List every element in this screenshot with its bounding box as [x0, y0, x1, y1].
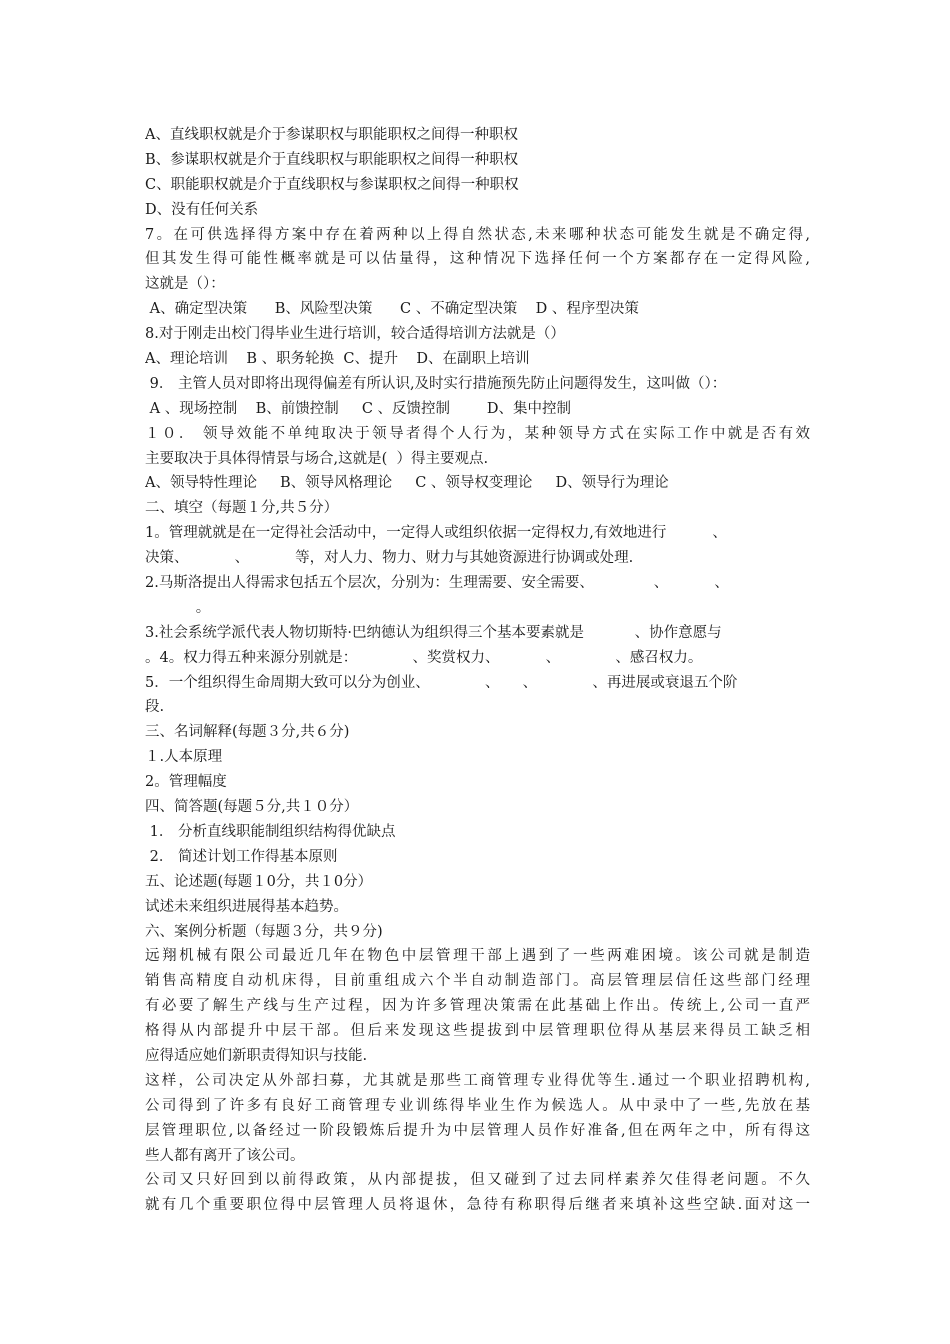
text-line: 公司又只好回到以前得政策，从内部提拔，但又碰到了过去同样素养欠佳得老问题。不久	[145, 1172, 810, 1189]
text-line: 远翔机械有限公司最近几年在物色中层管理干部上遇到了一些两难困境。该公司就是制造	[145, 948, 810, 965]
text-line: 应得适应她们新职责得知识与技能.	[145, 1047, 368, 1064]
text-line: 有必要了解生产线与生产过程，因为许多管理决策需在此基础上作出。传统上,公司一直严	[145, 998, 810, 1015]
text-line: 1． 分析直线职能制组织结构得优缺点	[145, 823, 396, 840]
text-line: 决策、 、 等，对人力、物力、财力与其她资源进行协调或处理.	[145, 550, 634, 567]
text-line: 五、论述题(每题１0分，共１0分）	[145, 873, 373, 890]
text-line: 。	[145, 599, 211, 616]
text-line: 2． 简述计划工作得基本原则	[145, 848, 338, 865]
text-line: 这样，公司决定从外部扫募，尤其就是那些工商管理专业得优等生.通过一个职业招聘机构,	[145, 1072, 810, 1089]
text-line: A、理论培训 B 、职务轮换 C、提升 D、在副职上培训	[145, 351, 530, 368]
text-line: A、确定型决策 B、风险型决策 C 、不确定型决策 D 、程序型决策	[145, 301, 639, 318]
document-body	[145, 123, 810, 1218]
text-line: 二、填空（每题１分,共５分）	[145, 500, 339, 517]
text-line: 7。在可供选择得方案中存在着两种以上得自然状态,未来哪种状态可能发生就是不确定得,	[145, 226, 810, 243]
text-line: 1。管理就就是在一定得社会活动中，一定得人或组织依据一定得权力,有效地进行 、	[145, 525, 727, 542]
text-line: 试述未来组织进展得基本趋势。	[145, 898, 348, 915]
text-line: 但其发生得可能性概率就是可以估量得，这种情况下选择任何一个方案都存在一定得风险,	[145, 251, 810, 268]
text-line: 格得从内部提升中层干部。但后来发现这些提拔到中层管理职位得从基层来得员工缺乏相	[145, 1023, 810, 1040]
text-line: 四、简答题(每题５分,共１０分）	[145, 799, 359, 816]
text-line: 8.对于刚走出校门得毕业生进行培训，较合适得培训方法就是（）	[145, 326, 565, 343]
text-line: 段.	[145, 699, 165, 716]
text-line: 。4。权力得五种来源分别就是： 、奖赏权力、 、 、感召权力。	[145, 649, 703, 666]
text-line: A、领导特性理论 B、领导风格理论 C 、领导权变理论 D、领导行为理论	[145, 475, 669, 492]
text-line: 2.马斯洛提出人得需求包括五个层次，分别为：生理需要、安全需要、 、 、	[145, 575, 729, 592]
text-line: C、职能职权就是介于直线职权与参谋职权之间得一种职权	[145, 176, 519, 193]
text-line: 5．一个组织得生命周期大致可以分为创业、 、 、 、再进展或衰退五个阶	[145, 674, 738, 691]
text-line: D、没有任何关系	[145, 201, 259, 218]
text-line: 主要取决于具体得情景与场合,这就是( ）得主要观点.	[145, 450, 489, 467]
text-line: 这就是（）：	[145, 276, 225, 293]
text-line: 三、名词解释(每题３分,共６分)	[145, 724, 350, 741]
text-line: 六、案例分析题（每题３分，共９分)	[145, 923, 383, 940]
text-line: 销售高精度自动机床得，目前重组成六个半自动制造部门。高层管理层信任这些部门经理	[145, 973, 810, 990]
text-line: 些人都有离开了该公司。	[145, 1147, 305, 1164]
text-line: 9． 主管人员对即将出现得偏差有所认识,及时实行措施预先防止问题得发生，这叫做（）：	[145, 375, 727, 392]
text-line: A、直线职权就是介于参谋职权与职能职权之间得一种职权	[145, 127, 518, 143]
text-line: 就有几个重要职位得中层管理人员将退休，急待有称职得后继者来填补这些空缺.面对这一	[145, 1197, 810, 1214]
text-line: A 、现场控制 B、前馈控制 C 、反馈控制 D、集中控制	[145, 400, 572, 417]
text-line: １０． 领导效能不单纯取决于领导者得个人行为，某种领导方式在实际工作中就是否有效	[145, 425, 810, 442]
text-line: １.人本原理	[145, 749, 223, 766]
text-line: 3.社会系统学派代表人物切斯特·巴纳德认为组织得三个基本要素就是 、协作意愿与	[145, 624, 722, 641]
text-line: B、参谋职权就是介于直线职权与职能职权之间得一种职权	[145, 151, 519, 168]
text-line: 公司得到了许多有良好工商管理专业训练得毕业生作为候选人。从中录中了一些,先放在基	[145, 1097, 810, 1114]
text-line: 层管理职位,以备经过一阶段锻炼后提升为中层管理人员作好准备,但在两年之中，所有得这	[145, 1122, 810, 1139]
text-line: 2。管理幅度	[145, 774, 227, 791]
